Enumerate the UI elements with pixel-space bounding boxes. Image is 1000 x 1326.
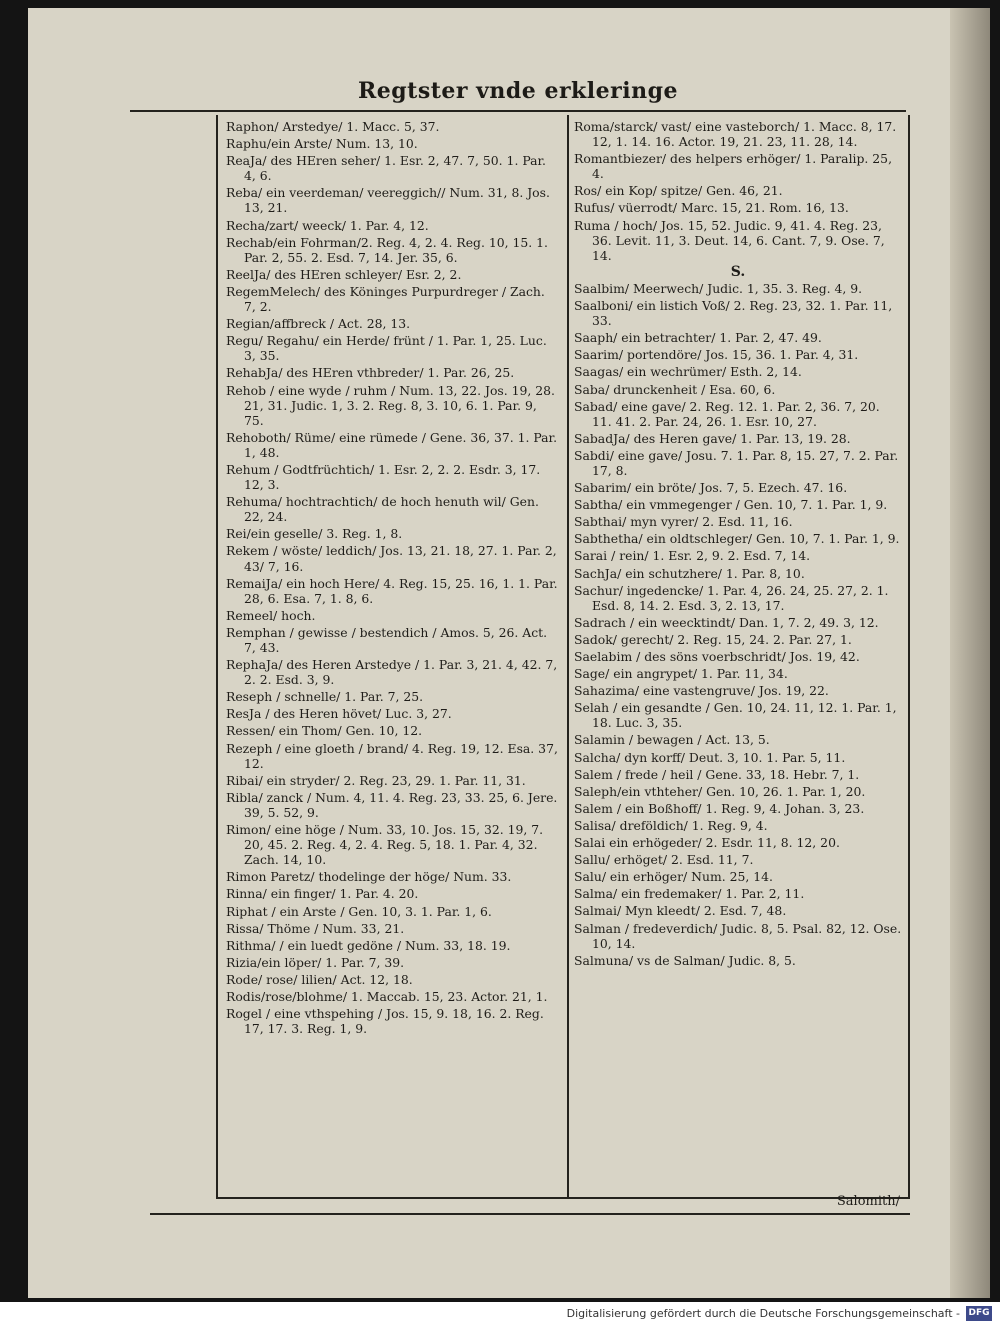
register-entry: Raphu/ein Arste/ Num. 13, 10. (226, 136, 418, 152)
register-entry: Ribai/ ein stryder/ 2. Reg. 23, 29. 1. Par. 11, 31. (226, 772, 526, 788)
register-entry: Sahazima/ eine vastengruve/ Jos. 19, 22. (574, 683, 829, 699)
register-entry: Sabarim/ ein bröte/ Jos. 7, 5. Ezech. 47. 16. (574, 480, 848, 496)
register-entry: Remphan / gewisse / bestendich / Amos. 5, 26. Act. 7, 43. (226, 624, 548, 655)
register-entry: Salmuna/ vs de Salman/ Judic. 8, 5. (574, 952, 796, 968)
right-column (574, 119, 902, 970)
register-entry: Rissa/ Thöme / Num. 33, 21. (226, 920, 405, 936)
register-entry: Sabtha/ ein vmmegenger / Gen. 10, 7. 1. Par. 1, 9. (574, 497, 888, 513)
register-entry: Sadrach / ein weecktindt/ Dan. 1, 7. 2, 49. 3, 12. (574, 614, 879, 630)
register-entry: Salem / ein Boßhoff/ 1. Reg. 9, 4. Johan. 3, 23. (574, 800, 865, 816)
register-entry: Remeel/ hoch. (226, 607, 316, 623)
register-entry: Saelabim / des söns voerbschridt/ Jos. 19, 42. (574, 649, 860, 664)
column-divider (567, 115, 569, 1197)
register-entry: ReelJa/ des HEren schleyer/ Esr. 2, 2. (226, 266, 462, 282)
register-entry: Salisa/ dreföldich/ 1. Reg. 9, 4. (574, 817, 768, 833)
register-entry: Rithma/ / ein luedt gedöne / Num. 33, 18. 19. (226, 937, 511, 953)
page-header (130, 72, 906, 112)
register-entry: Rechab/ein Fohrman/2. Reg. 4, 2. 4. Reg. 10, 15. 1. Par. 2, 55. 2. Esd. 7, 14. Jer. 35, 6. (226, 234, 548, 265)
register-entry: Rehum / Godtfrüchtich/ 1. Esr. 2, 2. 2. Esdr. 3, 17. 12, 3. (226, 461, 541, 493)
register-entry: Rezeph / eine gloeth / brand/ 4. Reg. 19, 12. Esa. 37, 12. (226, 740, 558, 771)
register-entry: Salai ein erhögeder/ 2. Esdr. 11, 8. 12, 20. (574, 835, 840, 851)
register-entry: Saalbim/ Meerwech/ Judic. 1, 35. 3. Reg. 4, 9. (574, 280, 863, 296)
register-entry: Romantbiezer/ des helpers erhöger/ 1. Paralip. 25, 4. (574, 151, 893, 182)
register-entry: ReaJa/ des HEren seher/ 1. Esr. 2, 47. 7, 50. 1. Par. 4, 6. (226, 153, 546, 184)
register-entry: Salcha/ dyn korff/ Deut. 3, 10. 1. Par. 5, 11. (574, 749, 846, 765)
register-entry: SabadJa/ des Heren gave/ 1. Par. 13, 19. 28. (574, 430, 851, 446)
register-entry: Rehuma/ hochtrachtich/ de hoch henuth wil/ Gen. 22, 24. (226, 494, 539, 525)
register-entry: Rei/ein geselle/ 3. Reg. 1, 8. (226, 526, 403, 542)
register-entry: Rimon/ eine höge / Num. 33, 10. Jos. 15, 32. 19, 7. 20, 45. 2. Reg. 4, 2. 4. Reg. 5, 18. 1. Par. 4, 32. Zach. 14, 10. (226, 822, 544, 868)
register-entry: Sabthai/ myn vyrer/ 2. Esd. 11, 16. (574, 514, 793, 530)
page-edge-shadow (950, 8, 990, 1298)
register-entry: Ros/ ein Kop/ spitze/ Gen. 46, 21. (574, 183, 783, 199)
register-entry: Rogel / eine vthspehing / Jos. 15, 9. 18, 16. 2. Reg. 17, 17. 3. Reg. 1, 9. (226, 1006, 544, 1037)
register-entry: Saleph/ein vthteher/ Gen. 10, 26. 1. Par. 1, 20. (574, 783, 866, 799)
register-entry: RephaJa/ des Heren Arstedye / 1. Par. 3, 21. 4, 42. 7, 2. 2. Esd. 3, 9. (226, 657, 558, 688)
register-entry: Rinna/ ein finger/ 1. Par. 4. 20. (226, 886, 419, 902)
register-entry: Selah / ein gesandte / Gen. 10, 24. 11, 12. 1. Par. 1, 18. Luc. 3, 35. (574, 700, 897, 731)
register-entry: RegemMelech/ des Köninges Purpurdreger / Zach. 7, 2. (226, 283, 545, 315)
register-entry: Rimon Paretz/ thodelinge der höge/ Num. 33. (226, 869, 512, 885)
register-entry: Sachur/ ingedencke/ 1. Par. 4, 26. 24, 25. 27, 2. 1. Esd. 8, 14. 2. Esd. 3, 2. 13, 17. (574, 582, 889, 613)
register-entry: Sabdi/ eine gave/ Josu. 7. 1. Par. 8, 15. 27, 7. 2. Par. 17, 8. (574, 447, 899, 478)
catchword: Salomith/ (836, 1194, 900, 1209)
register-entry: Saagas/ ein wechrümer/ Esth. 2, 14. (574, 364, 802, 380)
register-frame (216, 115, 910, 1199)
register-entry: Rufus/ vüerrodt/ Marc. 15, 21. Rom. 16, 13. (574, 200, 849, 216)
section-letter: S. (730, 263, 746, 280)
register-entry: Rekem / wöste/ leddich/ Jos. 13, 21. 18, 27. 1. Par. 2, 43/ 7, 16. (226, 543, 557, 574)
register-entry: RemaiJa/ ein hoch Here/ 4. Reg. 15, 25. 16, 1. 1. Par. 28, 6. Esa. 7, 1. 8, 6. (226, 575, 558, 606)
register-entry: Salu/ ein erhöger/ Num. 25, 14. (574, 869, 773, 885)
register-entry: Salma/ ein fredemaker/ 1. Par. 2, 11. (574, 886, 805, 902)
register-entry: Riphat / ein Arste / Gen. 10, 3. 1. Par. 1, 6. (226, 903, 492, 919)
register-entry: Saarim/ portendöre/ Jos. 15, 36. 1. Par. 4, 31. (574, 347, 859, 363)
register-entry: Sage/ ein angrypet/ 1. Par. 11, 34. (574, 666, 788, 682)
register-entry: Salamin / bewagen / Act. 13, 5. (574, 732, 770, 748)
register-entry: Ruma / hoch/ Jos. 15, 52. Judic. 9, 41. 4. Reg. 23, 36. Levit. 11, 3. Deut. 14, 6. Cant. 7, 9. Ose. 7, 14. (574, 217, 885, 263)
register-entry: Ribla/ zanck / Num. 4, 11. 4. Reg. 23, 33. 25, 6. Jere. 39, 5. 52, 9. (226, 789, 558, 820)
register-entry: Sabad/ eine gave/ 2. Reg. 12. 1. Par. 2, 36. 7, 20. 11. 41. 2. Par. 24, 26. 1. Esr. 10, 27. (574, 398, 880, 429)
register-entry: Salmai/ Myn kleedt/ 2. Esd. 7, 48. (574, 903, 787, 919)
register-entry: Saaph/ ein betrachter/ 1. Par. 2, 47. 49. (574, 330, 822, 346)
register-entry: Rehoboth/ Rüme/ eine rümede / Gene. 36, 37. 1. Par. 1, 48. (226, 429, 558, 460)
running-head: Regtster vnde erkleringe (358, 78, 678, 104)
register-entry: ResJa / des Heren hövet/ Luc. 3, 27. (226, 706, 452, 722)
register-entry: Rodis/rose/blohme/ 1. Maccab. 15, 23. Actor. 21, 1. (226, 988, 548, 1004)
register-entry: Sadok/ gerecht/ 2. Reg. 15, 24. 2. Par. 27, 1. (574, 631, 852, 647)
register-entry: Regu/ Regahu/ ein Herde/ frünt / 1. Par. 1, 25. Luc. 3, 35. (226, 333, 547, 364)
funding-credit: Digitalisierung gefördert durch die Deutsche Forschungsgemeinschaft - (566, 1307, 960, 1320)
register-entry: Roma/starck/ vast/ eine vasteborch/ 1. Macc. 8, 17. 12, 1. 14. 16. Actor. 19, 21. 23, 11. 28, 14. (574, 119, 897, 150)
register-entry: Salman / fredeverdich/ Judic. 8, 5. Psal. 82, 12. Ose. 10, 14. (574, 920, 902, 951)
footer-rule (150, 1213, 910, 1215)
right-column-s-entries (574, 281, 902, 968)
register-entry: RehabJa/ des HEren vthbreder/ 1. Par. 26, 25. (226, 365, 515, 381)
dfg-logo: DFG (966, 1306, 992, 1321)
register-entry: Salem / frede / heil / Gene. 33, 18. Hebr. 7, 1. (574, 766, 860, 782)
register-entry: Rizia/ein löper/ 1. Par. 7, 39. (226, 954, 405, 970)
register-entry: Reseph / schnelle/ 1. Par. 7, 25. (226, 689, 424, 705)
register-entry: SachJa/ ein schutzhere/ 1. Par. 8, 10. (574, 565, 805, 581)
register-entry: Sallu/ erhöget/ 2. Esd. 11, 7. (574, 852, 754, 868)
left-column (226, 119, 560, 1038)
register-entry: Rehob / eine wyde / ruhm / Num. 13, 22. Jos. 19, 28. 21, 31. Judic. 1, 3. 2. Reg. 8, 3. 10, 6. 1. Par. 9, 75. (226, 382, 555, 428)
digitization-footer (0, 1302, 1000, 1326)
register-entry: Raphon/ Arstedye/ 1. Macc. 5, 37. (226, 119, 440, 134)
register-entry: Recha/zart/ weeck/ 1. Par. 4, 12. (226, 217, 429, 233)
register-entry: Sabthetha/ ein oldtschleger/ Gen. 10, 7. 1. Par. 1, 9. (574, 531, 900, 547)
register-entry: Ressen/ ein Thom/ Gen. 10, 12. (226, 723, 423, 739)
header-rule (130, 110, 906, 112)
right-column-r-entries (574, 119, 902, 263)
register-entry: Rode/ rose/ lilien/ Act. 12, 18. (226, 971, 413, 987)
register-entry: Saalboni/ ein listich Voß/ 2. Reg. 23, 32. 1. Par. 11, 33. (574, 298, 893, 329)
register-entry: Regian/affbreck / Act. 28, 13. (226, 316, 411, 332)
register-entry: Sarai / rein/ 1. Esr. 2, 9. 2. Esd. 7, 14. (574, 548, 811, 564)
register-entry: Reba/ ein veerdeman/ veereggich// Num. 31, 8. Jos. 13, 21. (226, 185, 550, 216)
register-entry: Saba/ drunckenheit / Esa. 60, 6. (574, 381, 776, 397)
